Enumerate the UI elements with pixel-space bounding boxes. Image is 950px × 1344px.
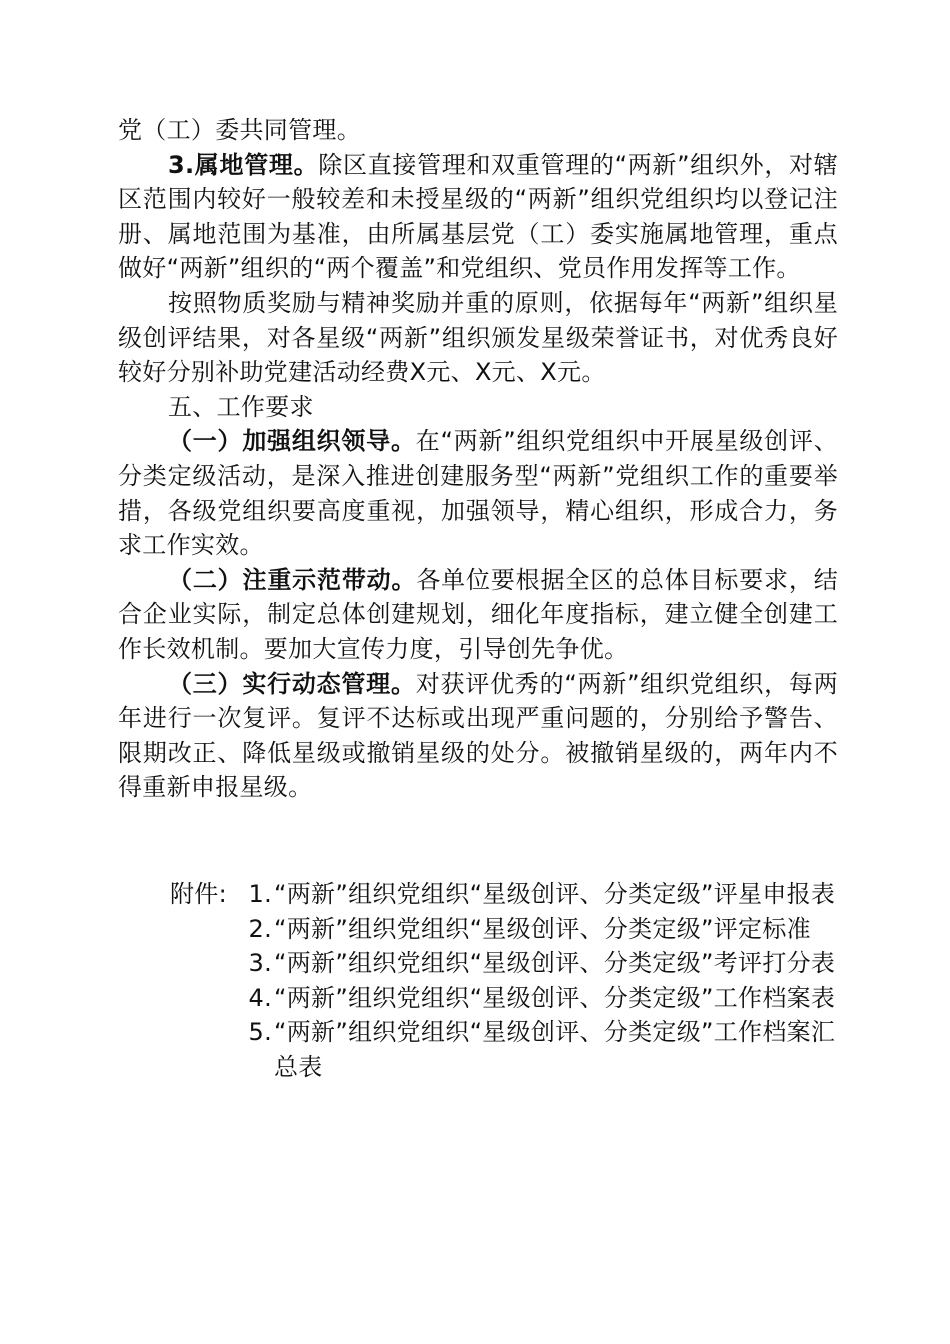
paragraph-leadership <box>118 424 838 562</box>
attachment-title: “两新”组织党组织“星级创评、分类定级”工作档案表 <box>274 983 836 1012</box>
attachments-label: 附件: <box>170 880 227 908</box>
paragraph-text: 除区直接管理和双重管理的“两新”组织外，对辖区范围内较好一般较差和未授星级的“两新”组织党组织均以登记注册、属地范围为基准，由所属基层党（工）委实施属地管理，重点做好“两新”组织的“两个覆盖”和党组织、党员作用发挥等工作。 <box>118 150 838 283</box>
document-body <box>118 113 838 805</box>
paragraph-text: 按照物质奖励与精神奖励并重的原则，依据每年“两新”组织星级创评结果，对各星级“两新”组织颁发星级荣誉证书，对优秀良好较好分别补助党建活动经费X元、X元、X元。 <box>118 288 838 387</box>
paragraph-text: 党（工）委共同管理。 <box>118 116 361 144</box>
attachment-title: “两新”组织党组织“星级创评、分类定级”评定标准 <box>274 914 811 943</box>
attachment-title: “两新”组织党组织“星级创评、分类定级”评星申报表 <box>274 880 836 908</box>
attachments-list <box>170 877 840 1085</box>
attachments-items <box>242 877 840 1085</box>
paragraph-rewards <box>118 286 838 390</box>
paragraph-heading: （一）加强组织领导。 <box>168 427 416 456</box>
attachment-item-2 <box>242 912 840 947</box>
attachment-item-3 <box>242 946 840 981</box>
paragraph-heading: 3.属地管理。 <box>168 150 319 179</box>
paragraph-local-management <box>118 148 838 286</box>
attachment-item-5 <box>242 1015 840 1084</box>
section-heading <box>118 390 838 425</box>
paragraph-text: 各单位要根据全区的总体目标要求，结合企业实际，制定总体创建规划，细化年度指标，建立健全创建工作长效机制。要加大宣传力度，引导创先争优。 <box>118 565 838 663</box>
attachment-number: 4. <box>248 983 272 1012</box>
paragraph-demonstration <box>118 563 838 667</box>
attachment-item-1 <box>242 877 840 912</box>
attachment-number: 5. <box>248 1018 272 1047</box>
attachment-number: 3. <box>248 949 272 978</box>
paragraph-heading: （二）注重示范带动。 <box>168 565 417 594</box>
paragraph-dynamic-management <box>118 667 838 805</box>
attachments-row <box>170 877 840 1085</box>
attachment-number: 2. <box>248 914 272 943</box>
paragraph-text: 在“两新”组织党组织中开展星级创评、分类定级活动，是深入推进创建服务型“两新”党组织工作的重要举措，各级党组织要高度重视，加强领导，精心组织，形成合力，务求工作实效。 <box>118 427 838 560</box>
attachment-number: 1. <box>248 880 272 908</box>
attachment-item-4 <box>242 981 840 1016</box>
attachment-title: “两新”组织党组织“星级创评、分类定级”考评打分表 <box>274 949 836 978</box>
section-title: 五、工作要求 <box>168 392 314 421</box>
paragraph-continuation <box>118 113 838 148</box>
paragraph-heading: （三）实行动态管理。 <box>168 669 416 698</box>
paragraph-text: 对获评优秀的“两新”组织党组织，每两年进行一次复评。复评不达标或出现严重问题的，分别给予警告、限期改正、降低星级或撤销星级的处分。被撤销星级的，两年内不得重新申报星级。 <box>118 669 838 802</box>
attachment-title: “两新”组织党组织“星级创评、分类定级”工作档案汇总表 <box>274 1018 836 1081</box>
